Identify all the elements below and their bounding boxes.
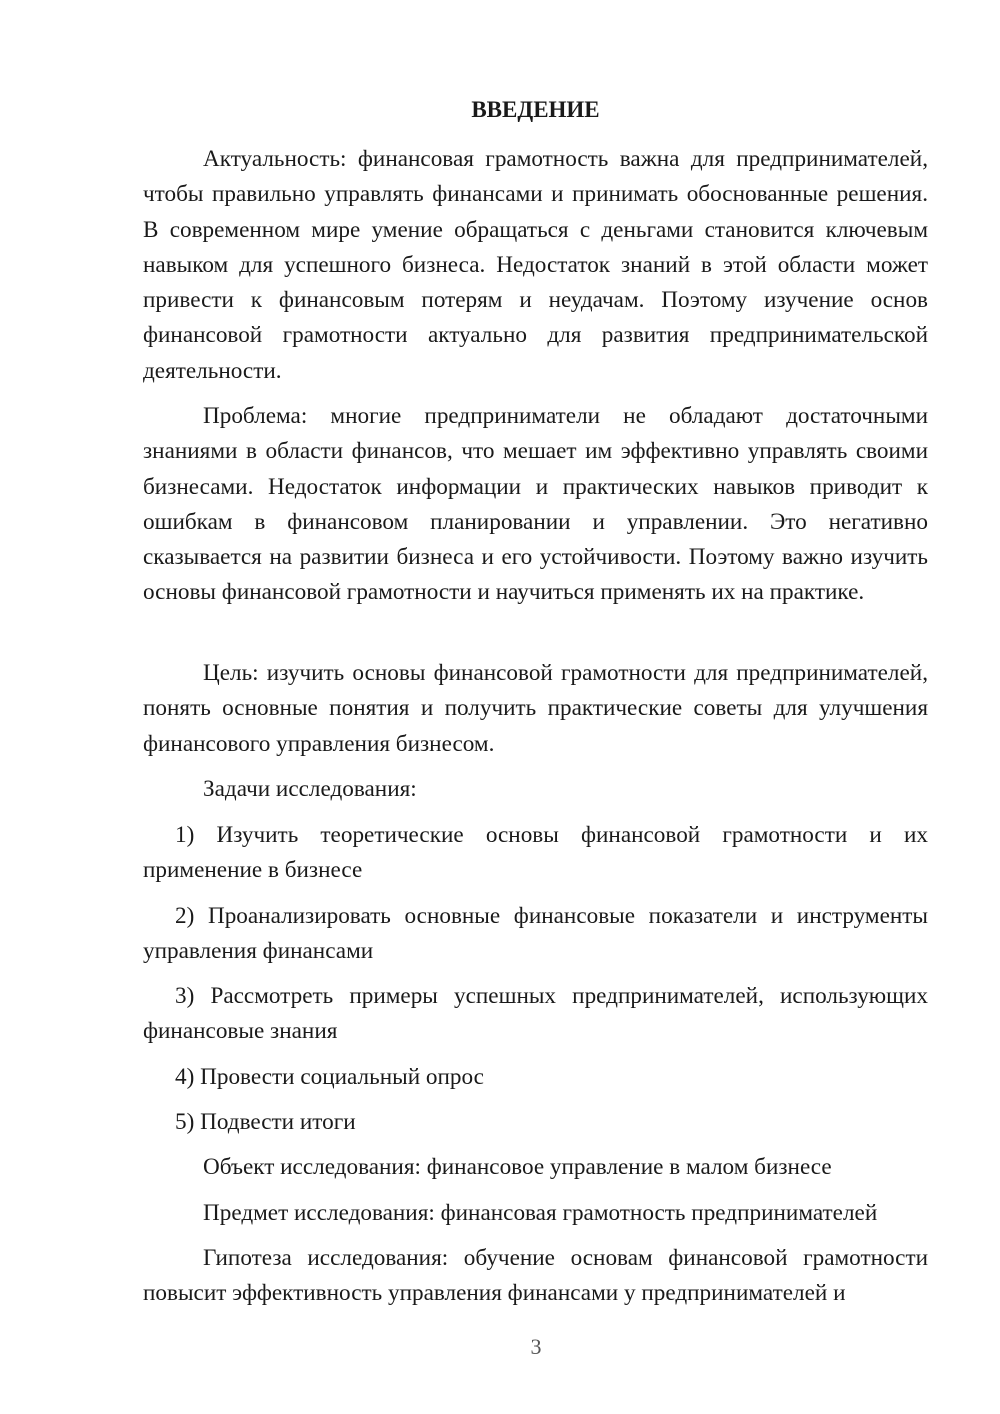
task-item-4: 4) Провести социальный опрос [175,1064,484,1090]
task-item-3: 3) Рассмотреть примеры успешных предпринимателей, использующих финансовые знания [143,983,928,1045]
task-item-5: 5) Подвести итоги [175,1109,356,1135]
section-title: ВВЕДЕНИЕ [471,97,600,122]
paragraph-relevance: Актуальность: финансовая грамотность важна для предпринимателей, чтобы правильно управлять финансами и принимать обоснованные решения. В современном мире умение обращаться с деньгами становится ключевым навыком для успешного бизнеса. Недостаток знаний в этой области может привести к финансовым потерям и неудачам. Поэтому изучение основ финансовой грамотности актуально для развития предпринимательской деятельности. [143,146,928,384]
task-item-2: 2) Проанализировать основные финансовые показатели и инструменты управления финансами [143,903,928,965]
task-item-1: 1) Изучить теоретические основы финансовой грамотности и их применение в бизнесе [143,822,928,884]
tasks-heading: Задачи исследования: [203,776,417,802]
paragraph-goal: Цель: изучить основы финансовой грамотности для предпринимателей, понять основные понятия и получить практические советы для улучшения финансового управления бизнесом. [143,660,928,757]
paragraph-hypothesis: Гипотеза исследования: обучение основам финансовой грамотности повысит эффективность управления финансами у предпринимателей и [143,1245,928,1307]
page-number: 3 [530,1334,542,1359]
paragraph-subject: Предмет исследования: финансовая грамотность предпринимателей [203,1200,878,1226]
paragraph-problem: Проблема: многие предприниматели не обладают достаточными знаниями в области финансов, что мешает им эффективно управлять своими бизнесами. Недостаток информации и практических навыков приводит к ошибкам в финансовом планировании и управлении. Это негативно сказывается на развитии бизнеса и его устойчивости. Поэтому важно изучить основы финансовой грамотности и научиться применять их на практике. [143,403,928,606]
paragraph-object: Объект исследования: финансовое управление в малом бизнесе [203,1154,832,1180]
